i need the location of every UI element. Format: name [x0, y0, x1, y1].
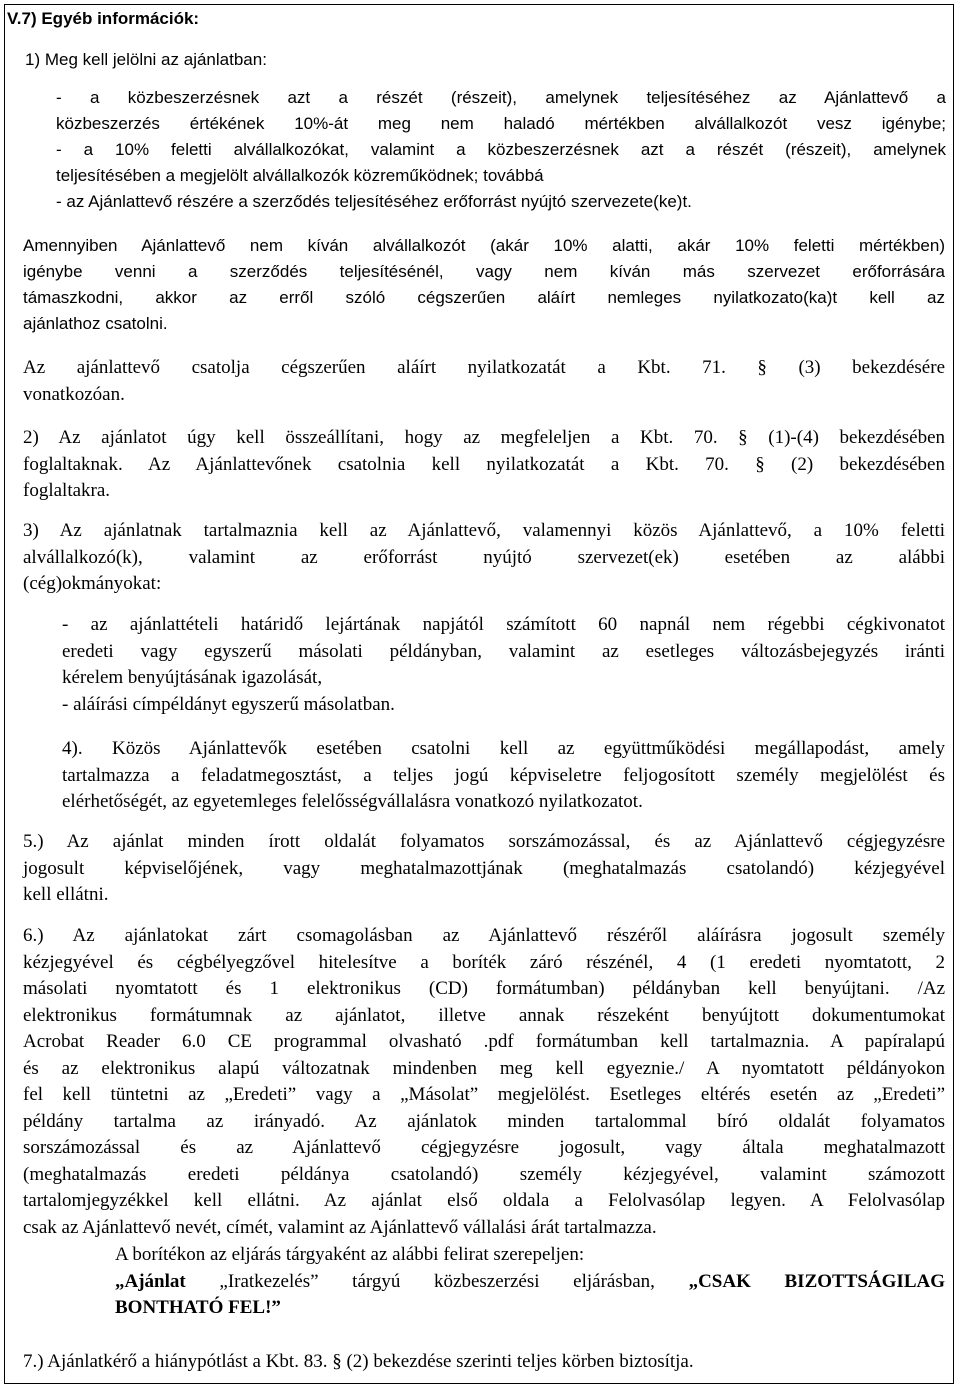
- paragraph-line: sorszámozással és az Ajánlattevő cégjegyzésre jogosult, vagy általa meghatalmazott: [23, 1137, 945, 1158]
- paragraph-line: (meghatalmazás eredeti példánya csatolandó) személy kézjegyével, valamint számozott: [23, 1163, 945, 1185]
- envelope-bold-start: „Ajánlat: [115, 1270, 186, 1292]
- paragraph-line: alvállalkozó(k), valamint az erőforrást nyújtó szervezet(ek) esetében az alábbi: [23, 546, 945, 568]
- item-6: [23, 923, 945, 1241]
- item-3-list: [62, 612, 945, 718]
- paragraph-line: jogosult képviselőjének, vagy meghatalmazottjának (meghatalmazás csatolandó) kézjegyével: [23, 857, 945, 879]
- paragraph-line: kézjegyével és cégbélyegzővel hitelesítve a boríték záró részénél, 4 (1 eredeti nyomtatott, 2: [23, 951, 945, 973]
- list-line: - az Ajánlattevő részére a szerződés teljesítéséhez erőforrást nyújtó szervezete(ke)t.: [56, 192, 692, 211]
- list-line: teljesítésében a megjelölt alvállalkozók közreműködnek; továbbá: [56, 166, 544, 185]
- paragraph-line: foglaltaknak. Az Ajánlattevőnek csatolnia kell nyilatkozatát a Kbt. 70. § (2) bekezdésében: [23, 453, 945, 475]
- list-line: - az ajánlattételi határidő lejártának napjától számított 60 napnál nem régebbi cégkivonatot: [62, 614, 945, 635]
- paragraph-line: (cég)okmányokat:: [23, 573, 162, 594]
- paragraph-line: Amennyiben Ajánlattevő nem kíván alvállalkozót (akár 10% alatti, akár 10% feletti mértékben): [23, 236, 945, 255]
- item-1-heading: [25, 47, 925, 73]
- list-line: közbeszerzés értékének 10%-át meg nem haladó mértékben alvállalkozót vesz igénybe;: [56, 114, 946, 133]
- list-line: kérelem benyújtásának igazolását,: [62, 667, 323, 688]
- item-5: [23, 829, 945, 909]
- paragraph-line: támaszkodni, akkor az erről szóló cégszerűen aláírt nemleges nyilatkozato(ka)t kell az: [23, 288, 945, 307]
- paragraph-line: tartalomjegyzékkel kell ellátni. Az ajánlat első oldala a Felolvasólap legyen. A Felolvasólap: [23, 1190, 945, 1211]
- paragraph-line: tartalmazza a feladatmegosztást, a teljes jogú képviseletre feljogosított személy megjelölést és: [62, 764, 945, 786]
- paragraph-line: 4). Közös Ajánlattevők esetében csatolni kell az együttműködési megállapodást, amely: [62, 738, 945, 759]
- document-page: [4, 4, 954, 1384]
- envelope-line-2: BONTHATÓ FEL!”: [115, 1297, 281, 1318]
- paragraph-line: csak az Ajánlattevő nevét, címét, valamint az Ajánlattevő vállalási árát tartalmazza.: [23, 1216, 657, 1238]
- paragraph-line: 2) Az ajánlatot úgy kell összeállítani, hogy az megfeleljen a Kbt. 70. § (1)-(4) bekezdésében: [23, 427, 945, 448]
- item-1-heading-text: 1) Meg kell jelölni az ajánlatban:: [25, 50, 267, 69]
- paragraph-line: kell ellátni.: [23, 884, 109, 905]
- list-line: eredeti vagy egyszerű másolati példányban, valamint az esetleges változásbejegyzés iránti: [62, 640, 945, 662]
- paragraph-line: ajánlathoz csatolni.: [23, 314, 168, 333]
- item-7: [23, 1349, 945, 1376]
- item-3: [23, 518, 945, 598]
- item-1-list: [56, 85, 946, 215]
- item-4: [62, 736, 945, 816]
- envelope-intro: A borítékon az eljárás tárgyaként az alábbi felirat szerepeljen:: [115, 1244, 585, 1265]
- declaration-paragraph: [23, 355, 945, 408]
- paragraph-line: foglaltakra.: [23, 480, 111, 501]
- item-2: [23, 425, 945, 505]
- paragraph-line: igénybe venni a szerződés teljesítésénél, vagy nem kíván más szervezet erőforrására: [23, 262, 945, 281]
- paragraph-line: példány tartalma az irányadó. Az ajánlatok minden tartalommal bíró oldalát folyamatos: [23, 1110, 945, 1132]
- paragraph-line: elérhetőségét, az egyetemleges felelősségvállalásra vonatkozó nyilatkozatot.: [62, 791, 643, 812]
- paragraph-line: 6.) Az ajánlatokat zárt csomagolásban az Ajánlattevő részéről aláírásra jogosult személy: [23, 925, 945, 946]
- paragraph-line: vonatkozóan.: [23, 383, 125, 405]
- paragraph-line: elektronikus formátumnak az ajánlatot, illetve annak részeként benyújtott dokumentumokat: [23, 1004, 945, 1026]
- paragraph-line: Az ajánlattevő csatolja cégszerűen aláírt nyilatkozatát a Kbt. 71. § (3) bekezdésére: [23, 357, 945, 378]
- envelope-label: [115, 1242, 945, 1322]
- envelope-middle: „Iratkezelés” tárgyú közbeszerzési eljárásban,: [185, 1270, 689, 1292]
- paragraph-line: és az elektronikus alapú változatnak mindenben meg kell egyeznie./ A nyomtatott példányokon: [23, 1057, 945, 1079]
- paragraph-line: 7.) Ajánlatkérő a hiánypótlást a Kbt. 83. § (2) bekezdése szerinti teljes körben biztosítja.: [23, 1351, 694, 1372]
- paragraph-line: fel kell tüntetni az „Eredeti” vagy a „Másolat” megjelölést. Esetleges eltérés esetén az „Eredeti”: [23, 1084, 945, 1105]
- list-line: - a 10% feletti alvállalkozókat, valamint a közbeszerzésnek azt a részét (részeit), amelynek: [56, 140, 946, 159]
- paragraph-line: másolati nyomtatott és 1 elektronikus (CD) formátumban) példányban kell benyújtani. /Az: [23, 978, 945, 999]
- paragraph-line: 5.) Az ajánlat minden írott oldalát folyamatos sorszámozással, és az Ajánlattevő cégjegyzésre: [23, 831, 945, 852]
- section-title: V.7) Egyéb információk:: [7, 9, 200, 28]
- paragraph-line: Acrobat Reader 6.0 CE programmal olvasható .pdf formátumban kell tartalmaznia. A papíralapú: [23, 1031, 945, 1052]
- list-line: - a közbeszerzésnek azt a részét (részeit), amelynek teljesítéséhez az Ajánlattevő a: [56, 88, 946, 107]
- paragraph-line: 3) Az ajánlatnak tartalmaznia kell az Ajánlattevő, valamennyi közös Ajánlattevő, a 10% feletti: [23, 520, 945, 541]
- subcontractor-paragraph: [23, 233, 945, 337]
- envelope-bold-end: „CSAK BIZOTTSÁGILAG: [688, 1270, 945, 1292]
- envelope-line-1: [115, 1269, 945, 1296]
- list-line: - aláírási címpéldányt egyszerű másolatban.: [62, 693, 395, 715]
